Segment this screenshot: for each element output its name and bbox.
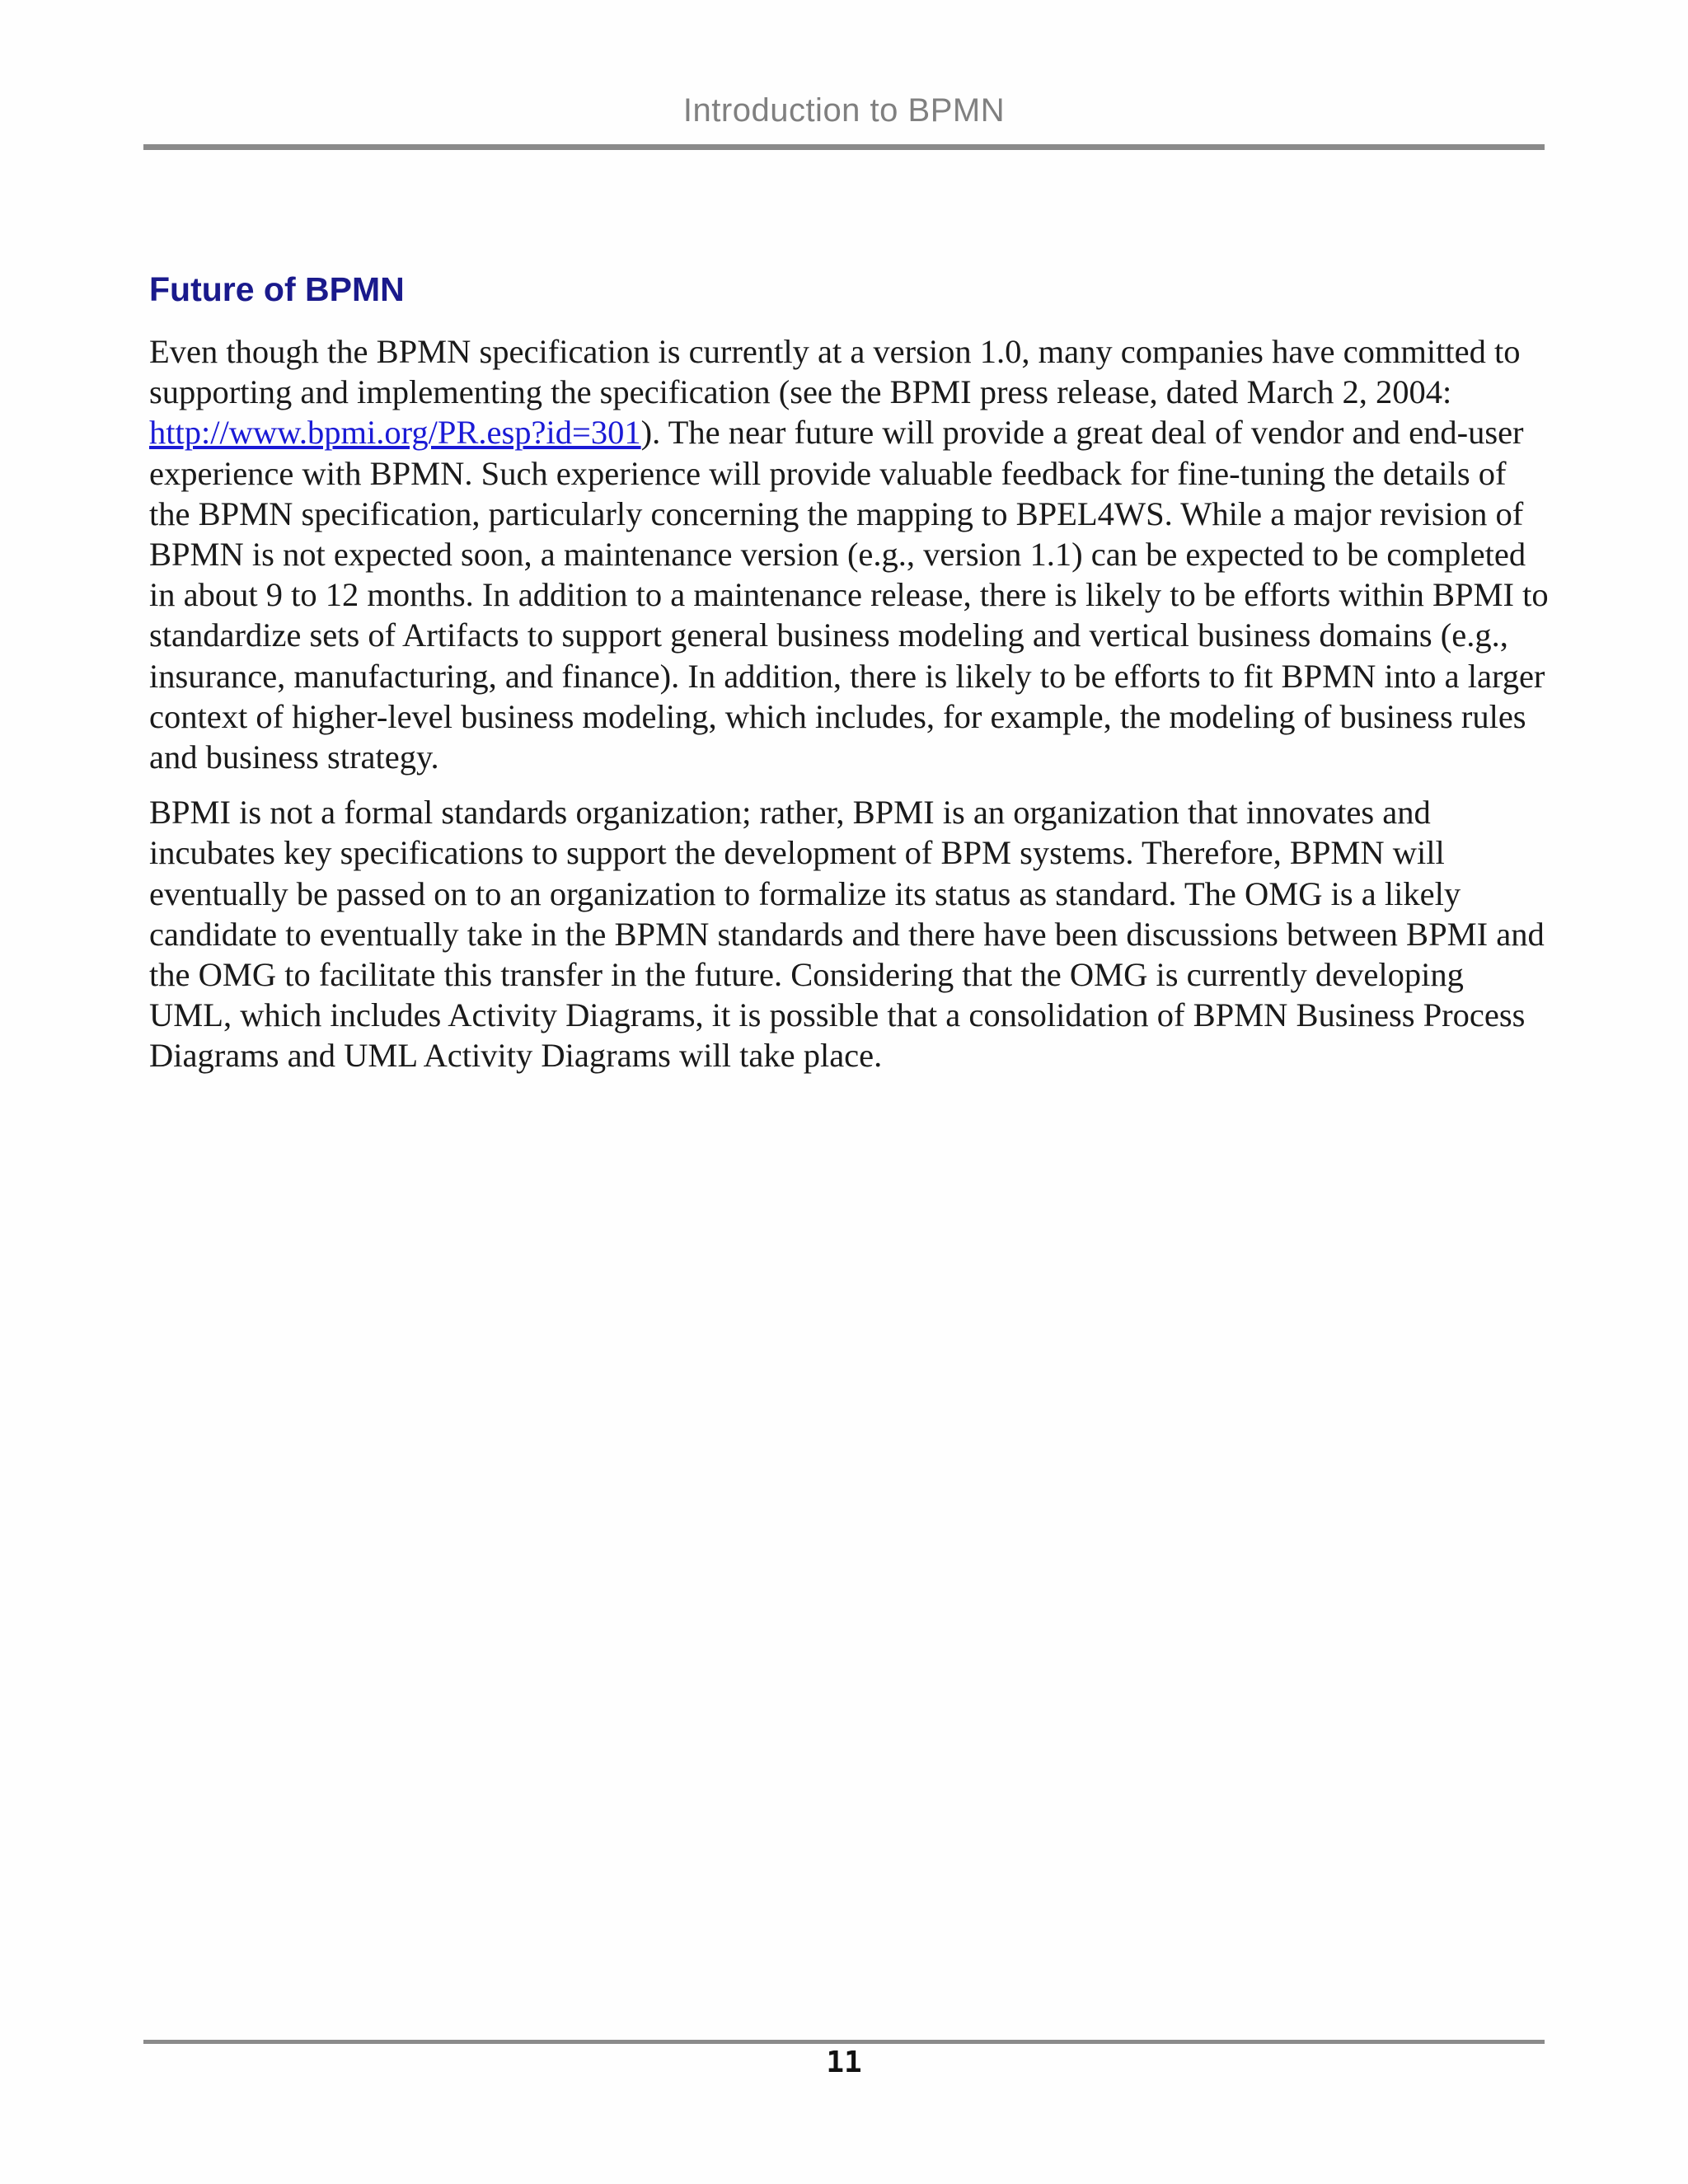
- paragraph-1: [149, 331, 1550, 777]
- page-number: 11: [826, 2046, 862, 2079]
- running-header: Introduction to BPMN: [682, 92, 1006, 129]
- body-text: [149, 331, 1550, 1091]
- header-divider: [143, 144, 1545, 150]
- paragraph-1-text-end: ). The near future will provide a great deal of vendor and end-user experience with BPMN. Such experience will provide valuable feedback for fine-tuning the details of the BPMN specification, particularly concerning the mapping to BPEL4WS. While a major revision of BPMN is not expected soon, a maintenance version (e.g., version 1.1) can be expected to be completed in about 9 to 12 months. In addition to a maintenance release, there is likely to be efforts within BPMI to standardize sets of Artifacts to support general business modeling and vertical business domains (e.g., insurance, manufacturing, and finance). In addition, there is likely to be efforts to fit BPMN into a larger context of higher-level business modeling, which includes, for example, the modeling of business rules and business strategy.: [149, 414, 1549, 776]
- paragraph-1-text-start: Even though the BPMN specification is currently at a version 1.0, many companies have committed to supporting and implementing the specification (see the BPMI press release, dated March 2, 2004:: [149, 333, 1521, 411]
- section-heading: Future of BPMN: [149, 270, 405, 308]
- footer-divider: [143, 2040, 1545, 2044]
- press-release-link[interactable]: http://www.bpmi.org/PR.esp?id=301: [149, 414, 641, 452]
- paragraph-2: BPMI is not a formal standards organization; rather, BPMI is an organization that innovates and incubates key specifications to support the development of BPM systems. Therefore, BPMN will eventually be passed on to an organization to formalize its status as standard. The OMG is a likely candidate to eventually take in the BPMN standards and there have been discussions between BPMI and the OMG to facilitate this transfer in the future. Considering that the OMG is currently developing UML, which includes Activity Diagrams, it is possible that a consolidation of BPMN Business Process Diagrams and UML Activity Diagrams will take place.: [149, 794, 1545, 1075]
